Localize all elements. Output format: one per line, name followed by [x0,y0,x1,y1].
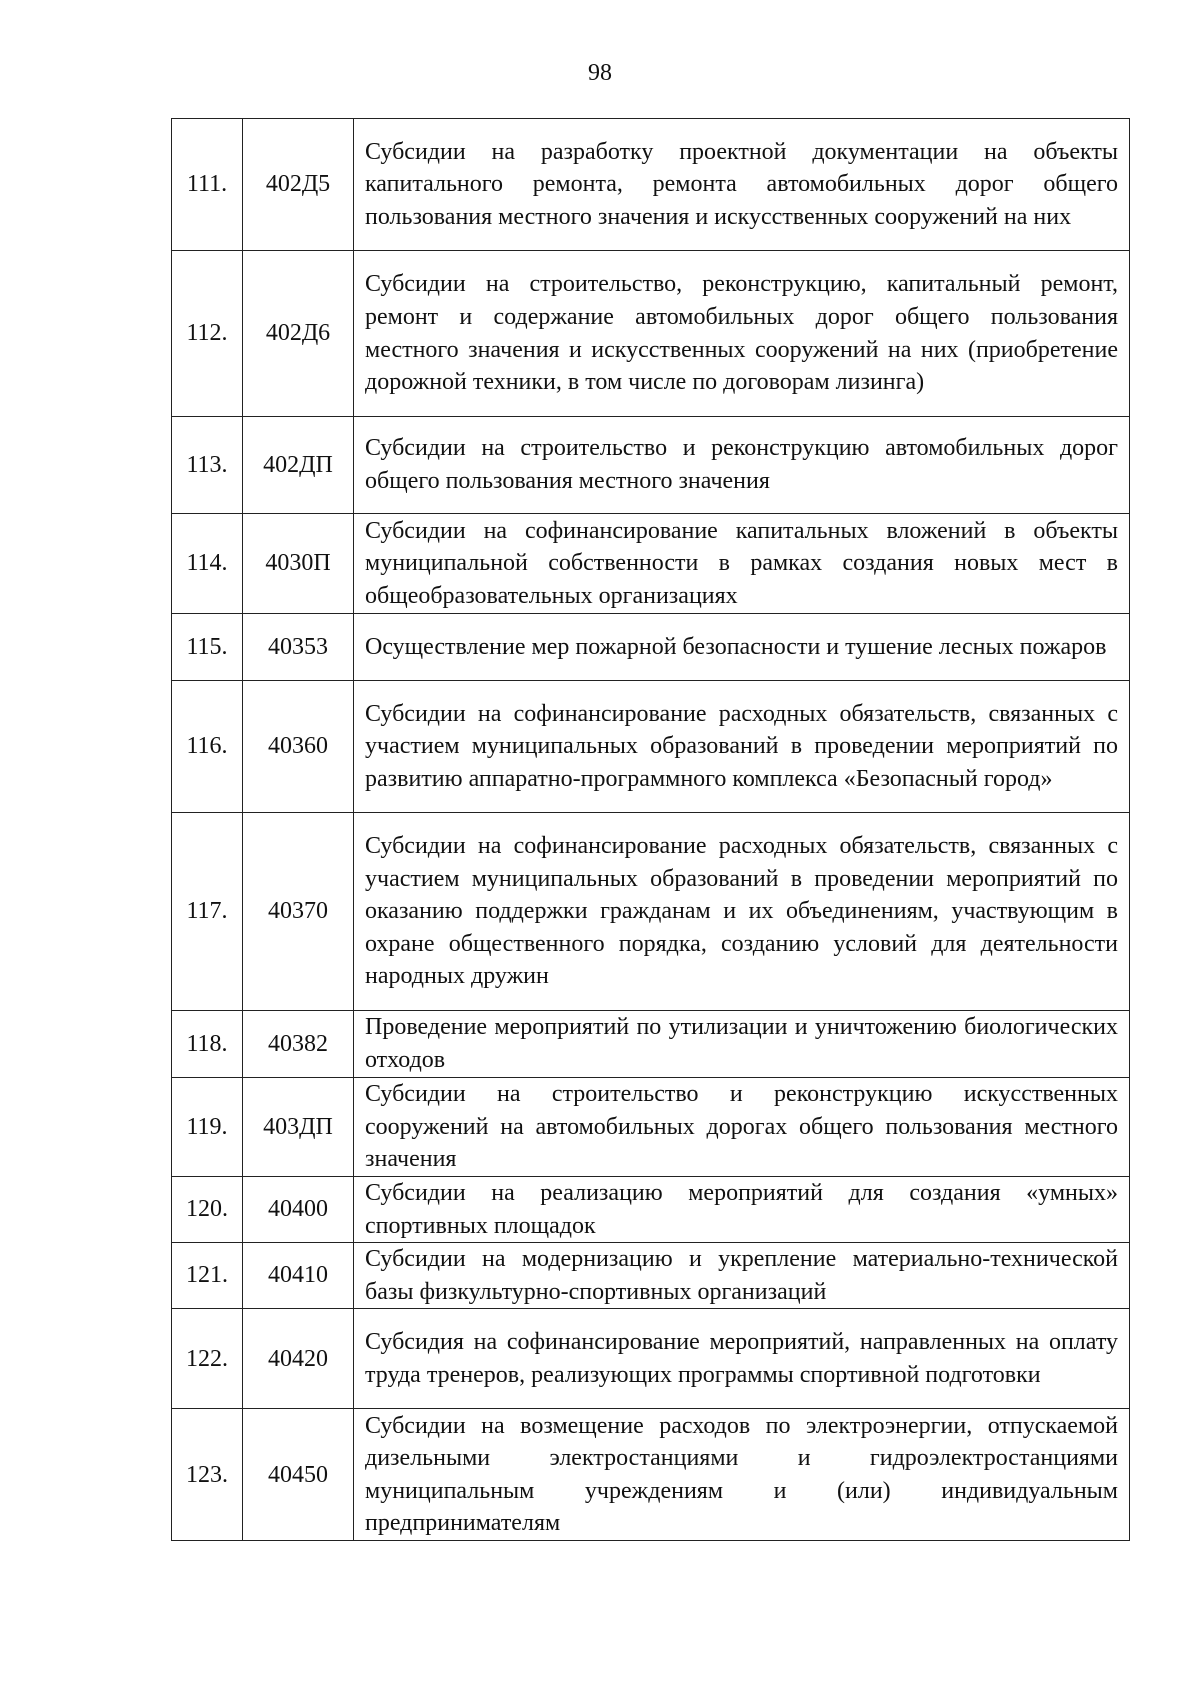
table-row [172,251,1130,417]
row-code: 40382 [243,1011,354,1078]
row-description: Субсидии на строительство и реконструкцию искусственных сооружений на автомобильных дорогах общего пользования местного значения [354,1078,1130,1177]
row-description: Субсидия на софинансирование мероприятий, направленных на оплату труда тренеров, реализующих программы спортивной подготовки [354,1309,1130,1409]
table-row [172,1177,1130,1243]
row-code: 403ДП [243,1078,354,1177]
row-number: 113. [172,417,243,514]
row-code: 40400 [243,1177,354,1243]
table-row [172,1309,1130,1409]
table-row [172,681,1130,813]
row-code: 40360 [243,681,354,813]
row-number: 123. [172,1409,243,1541]
row-description: Субсидии на возмещение расходов по электроэнергии, отпускаемой дизельными электростанциями и гидроэлектростанциями муниципальным учреждениям и (или) индивидуальным предпринимателям [354,1409,1130,1541]
row-description: Субсидии на модернизацию и укрепление материально-технической базы физкультурно-спортивных организаций [354,1243,1130,1309]
row-number: 119. [172,1078,243,1177]
table-row [172,119,1130,251]
budget-codes-table [171,118,1130,1541]
row-code: 40370 [243,813,354,1011]
table-row [172,417,1130,514]
page-number: 98 [588,60,612,86]
row-number: 120. [172,1177,243,1243]
row-number: 111. [172,119,243,251]
table-row [172,1409,1130,1541]
row-number: 112. [172,251,243,417]
row-code: 402Д6 [243,251,354,417]
row-code: 40420 [243,1309,354,1409]
row-number: 116. [172,681,243,813]
row-code: 40353 [243,614,354,681]
row-description: Субсидии на софинансирование расходных обязательств, связанных с участием муниципальных образований в проведении мероприятий по развитию аппаратно-программного комплекса «Безопасный город» [354,681,1130,813]
row-description: Субсидии на строительство и реконструкцию автомобильных дорог общего пользования местного значения [354,417,1130,514]
table-row [172,1011,1130,1078]
table-row [172,813,1130,1011]
row-number: 122. [172,1309,243,1409]
row-code: 40450 [243,1409,354,1541]
row-code: 402ДП [243,417,354,514]
table-row [172,1243,1130,1309]
row-code: 40410 [243,1243,354,1309]
row-description: Субсидии на софинансирование расходных обязательств, связанных с участием муниципальных образований в проведении мероприятий по оказанию поддержки гражданам и их объединениям, участвующим в охране общественного порядка, созданию условий для деятельности народных дружин [354,813,1130,1011]
table-row [172,1078,1130,1177]
row-description: Субсидии на софинансирование капитальных вложений в объекты муниципальной собственности в рамках создания новых мест в общеобразовательных организациях [354,514,1130,614]
row-number: 117. [172,813,243,1011]
row-code: 4030П [243,514,354,614]
row-description: Субсидии на строительство, реконструкцию, капитальный ремонт, ремонт и содержание автомобильных дорог общего пользования местного значения и искусственных сооружений на них (приобретение дорожной техники, в том числе по договорам лизинга) [354,251,1130,417]
table-row [172,614,1130,681]
row-code: 402Д5 [243,119,354,251]
row-number: 115. [172,614,243,681]
row-description: Субсидии на реализацию мероприятий для создания «умных» спортивных площадок [354,1177,1130,1243]
row-number: 118. [172,1011,243,1078]
row-description: Осуществление мер пожарной безопасности и тушение лесных пожаров [354,614,1130,681]
row-description: Проведение мероприятий по утилизации и уничтожению биологических отходов [354,1011,1130,1078]
row-number: 114. [172,514,243,614]
row-description: Субсидии на разработку проектной документации на объекты капитального ремонта, ремонта автомобильных дорог общего пользования местного значения и искусственных сооружений на них [354,119,1130,251]
table-row [172,514,1130,614]
row-number: 121. [172,1243,243,1309]
